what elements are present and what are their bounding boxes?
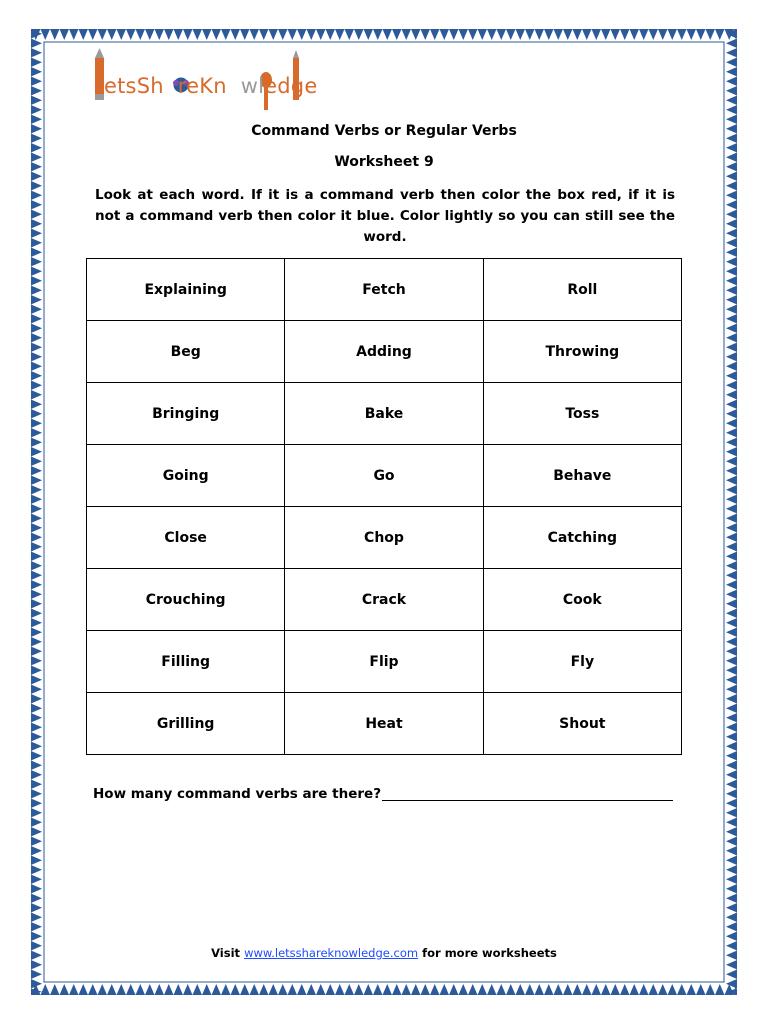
logo-wordmark: etsSh reKn wledge bbox=[104, 74, 318, 98]
word-cell[interactable]: Chop bbox=[285, 507, 483, 569]
word-cell[interactable]: Behave bbox=[483, 445, 681, 507]
table-row bbox=[87, 383, 682, 445]
word-cell[interactable]: Crack bbox=[285, 569, 483, 631]
word-cell[interactable]: Crouching bbox=[87, 569, 285, 631]
question-text: How many command verbs are there? bbox=[93, 786, 382, 802]
website-link[interactable]: www.letsshareknowledge.com bbox=[244, 946, 419, 960]
word-cell[interactable]: Shout bbox=[483, 693, 681, 755]
table-row bbox=[87, 445, 682, 507]
word-cell[interactable]: Flip bbox=[285, 631, 483, 693]
word-cell[interactable]: Throwing bbox=[483, 321, 681, 383]
word-cell[interactable]: Beg bbox=[87, 321, 285, 383]
worksheet-title: Command Verbs or Regular Verbs bbox=[251, 123, 517, 139]
word-cell[interactable]: Catching bbox=[483, 507, 681, 569]
footer-suffix: for more worksheets bbox=[422, 946, 557, 960]
site-logo bbox=[92, 44, 352, 118]
instructions-text: Look at each word. If it is a command verb then color the box red, if it is not a command verb then color it blue. Color lightly so you can still see the word. bbox=[95, 187, 675, 245]
word-cell[interactable]: Explaining bbox=[87, 259, 285, 321]
word-cell[interactable]: Grilling bbox=[87, 693, 285, 755]
table-row bbox=[87, 507, 682, 569]
word-cell[interactable]: Fly bbox=[483, 631, 681, 693]
answer-line[interactable] bbox=[382, 800, 673, 801]
word-cell[interactable]: Fetch bbox=[285, 259, 483, 321]
table-row bbox=[87, 631, 682, 693]
verb-grid bbox=[86, 258, 682, 755]
table-row bbox=[87, 693, 682, 755]
table-row bbox=[87, 259, 682, 321]
footer-prefix: Visit bbox=[211, 946, 241, 960]
word-cell[interactable]: Adding bbox=[285, 321, 483, 383]
word-cell[interactable]: Bake bbox=[285, 383, 483, 445]
word-cell[interactable]: Filling bbox=[87, 631, 285, 693]
worksheet-number: Worksheet 9 bbox=[334, 154, 434, 170]
word-cell[interactable]: Roll bbox=[483, 259, 681, 321]
table-row bbox=[87, 321, 682, 383]
word-cell[interactable]: Toss bbox=[483, 383, 681, 445]
word-cell[interactable]: Close bbox=[87, 507, 285, 569]
word-cell[interactable]: Cook bbox=[483, 569, 681, 631]
table-row bbox=[87, 569, 682, 631]
word-cell[interactable]: Going bbox=[87, 445, 285, 507]
footer bbox=[0, 945, 768, 961]
word-cell[interactable]: Go bbox=[285, 445, 483, 507]
word-cell[interactable]: Bringing bbox=[87, 383, 285, 445]
word-cell[interactable]: Heat bbox=[285, 693, 483, 755]
